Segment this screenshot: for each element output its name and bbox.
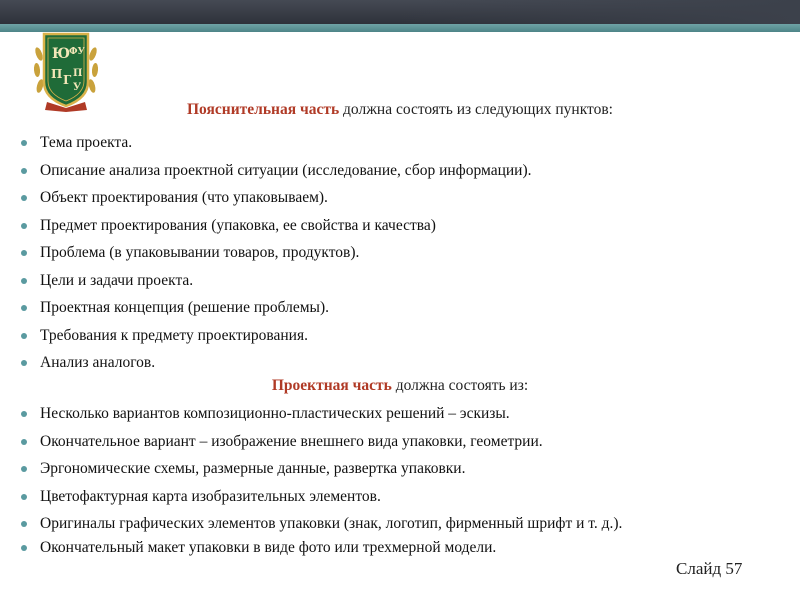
list-item-text: Окончательное вариант – изображение внешнего вида упаковки, геометрии. (40, 432, 543, 450)
section1-heading-rest: должна состоять из следующих пунктов: (339, 101, 613, 118)
list-item (0, 487, 760, 507)
teal-decor-stripe (0, 24, 800, 32)
section1-list (0, 133, 760, 381)
list-item (0, 216, 760, 236)
section2-list (0, 404, 760, 566)
university-emblem-icon (33, 28, 99, 112)
svg-text:ФУ: ФУ (69, 47, 85, 57)
list-item-text: Оригиналы графических элементов упаковки (знак, логотип, фирменный шрифт и т. д.). (40, 515, 623, 532)
bullet-icon (21, 250, 27, 256)
list-item (0, 353, 760, 373)
svg-text:П: П (73, 68, 83, 79)
bullet-icon (21, 140, 27, 146)
bullet-icon (21, 360, 27, 366)
section2-heading-accent: Проектная часть (271, 377, 392, 394)
bullet-icon (21, 195, 27, 201)
list-item (0, 243, 760, 263)
bullet-icon (21, 494, 27, 500)
list-item-text: Цели и задачи проекта. (40, 271, 194, 289)
section2-heading-rest: должна состоять из: (391, 377, 529, 394)
list-item-text: Эргономические схемы, размерные данные, развертка упаковки. (40, 460, 466, 477)
list-item (0, 432, 760, 452)
list-item (0, 459, 760, 479)
bullet-icon (21, 411, 27, 417)
bullet-icon (21, 278, 27, 284)
section1-heading-accent: Пояснительная часть (187, 101, 340, 118)
list-item-text: Анализ аналогов. (40, 354, 156, 371)
list-item (0, 514, 760, 534)
list-item-text: Проектная концепция (решение проблемы). (40, 299, 330, 316)
bullet-icon (21, 305, 27, 311)
svg-text:Ю: Ю (52, 46, 71, 62)
list-item (0, 188, 760, 208)
slide-number: Слайд 57 (676, 559, 743, 578)
svg-text:П: П (51, 67, 63, 81)
list-item (0, 404, 760, 424)
list-item (0, 298, 760, 318)
list-item-text: Тема проекта. (40, 134, 133, 151)
section1-heading (0, 101, 800, 119)
list-item-text: Предмет проектирования (упаковка, ее свойства и качества) (40, 216, 436, 234)
top-decor-gradient (400, 0, 800, 24)
svg-text:Г: Г (63, 73, 72, 87)
bullet-icon (21, 521, 27, 527)
list-item-text: Окончательный макет упаковки в виде фото или трехмерной модели. (40, 539, 497, 556)
list-item (0, 133, 760, 153)
list-item (0, 161, 760, 181)
bullet-icon (21, 333, 27, 339)
list-item-text: Объект проектирования (что упаковываем). (40, 189, 328, 206)
bullet-icon (21, 223, 27, 229)
list-item-text: Требования к предмету проектирования. (40, 326, 308, 344)
bullet-icon (21, 466, 27, 472)
list-item-text: Несколько вариантов композиционно-пластических решений – эскизы. (40, 405, 510, 422)
list-item-text: Описание анализа проектной ситуации (исследование, сбор информации). (40, 161, 532, 179)
bullet-icon (21, 545, 27, 551)
bullet-icon (21, 439, 27, 445)
section2-heading (0, 377, 800, 395)
list-item-text: Проблема (в упаковывании товаров, продуктов). (40, 244, 360, 261)
list-item (0, 271, 760, 291)
list-item-text: Цветофактурная карта изобразительных элементов. (40, 487, 381, 505)
list-item (0, 538, 760, 558)
bullet-icon (21, 168, 27, 174)
list-item (0, 326, 760, 346)
svg-text:У: У (73, 82, 82, 93)
